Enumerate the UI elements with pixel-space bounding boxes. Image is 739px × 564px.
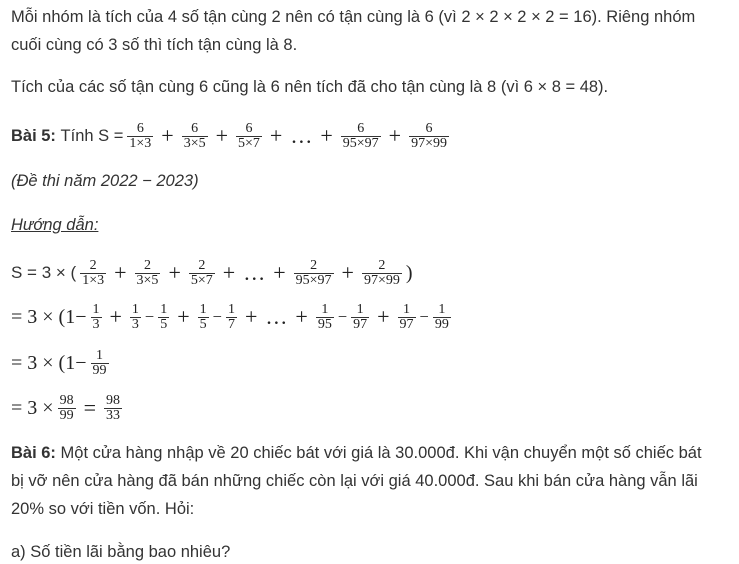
guide-heading: Hướng dẫn: bbox=[11, 216, 99, 234]
bai5-prefix: Tính S = bbox=[60, 127, 124, 145]
fraction: $\frac{6}{3\times 5}$ bbox=[183, 120, 206, 151]
paragraph-line: Mỗi nhóm là tích của 4 số tận cùng 2 nên có tận cùng là 6 (vì 2 × 2 × 2 × 2 = 16). Riêng nhóm bbox=[11, 8, 696, 26]
bai6-line-1: Bài 6: Một cửa hàng nhập về 20 chiếc bát với giá là 30.000đ. Khi vận chuyển một số chiếc bát bbox=[11, 444, 702, 462]
bai5-expression: $\frac{6}{1\times 3}$ + $\frac{6}{3\times 5}$ + $\frac{6}{5\times 7}$ + … + $\frac{6}{95\times 97}$ + $\frac{6}{97\times 99}$ bbox=[129, 120, 447, 151]
fraction: $\frac{6}{1\times 3}$ bbox=[129, 120, 152, 151]
bai5-label: Bài 5: bbox=[11, 127, 56, 145]
fraction: $\frac{6}{5\times 7}$ bbox=[238, 120, 260, 151]
bai6-line-3: 20% so với tiền vốn. Hỏi: bbox=[11, 500, 195, 518]
bai6-label: Bài 6: bbox=[11, 444, 56, 462]
solution-step-3: = 3 × (1− $\frac{1}{99}$ bbox=[11, 347, 107, 378]
fraction: $\frac{6}{97\times 99}$ bbox=[411, 120, 447, 151]
solution-step-1: S = 3 × ( $\frac{2}{1\times 3}$ + $\frac{2}{3\times 5}$ + $\frac{2}{5\times 7}$ + … + $\frac{2}{95\times 97}$ + $\frac{2}{97\times 99}$ ) bbox=[11, 257, 413, 288]
solution-step-2: = 3 × (1− $\frac{1}{3}$ + $\frac{1}{3}$ − $\frac{1}{5}$ + $\frac{1}{5}$ − $\frac{1}{7}$ + … + $\frac{1}{95}$ − $\frac{1}{97}$ + $\frac{1}{97}$ − $\frac{1}{99}$ bbox=[11, 301, 449, 332]
solution-step-4: = 3 × $\frac{98}{99}$ = $\frac{98}{33}$ bbox=[11, 392, 120, 423]
paragraph: Tích của các số tận cùng 6 cũng là 6 nên tích đã cho tận cùng là 8 (vì 6 × 8 = 48). bbox=[11, 78, 609, 96]
exam-source: (Đề thi năm 2022 − 2023) bbox=[11, 172, 199, 190]
bai5-problem bbox=[11, 118, 453, 154]
paragraph-line: cuối cùng có 3 số thì tích tận cùng là 8. bbox=[11, 36, 298, 54]
bai6-question-a: a) Số tiền lãi bằng bao nhiêu? bbox=[11, 543, 231, 561]
fraction: $\frac{6}{95\times 97}$ bbox=[342, 120, 379, 151]
bai6-line-2: bị vỡ nên cửa hàng đã bán những chiếc còn lại với giá 40.000đ. Sau khi bán cửa hàng vẫn lãi bbox=[11, 472, 698, 490]
